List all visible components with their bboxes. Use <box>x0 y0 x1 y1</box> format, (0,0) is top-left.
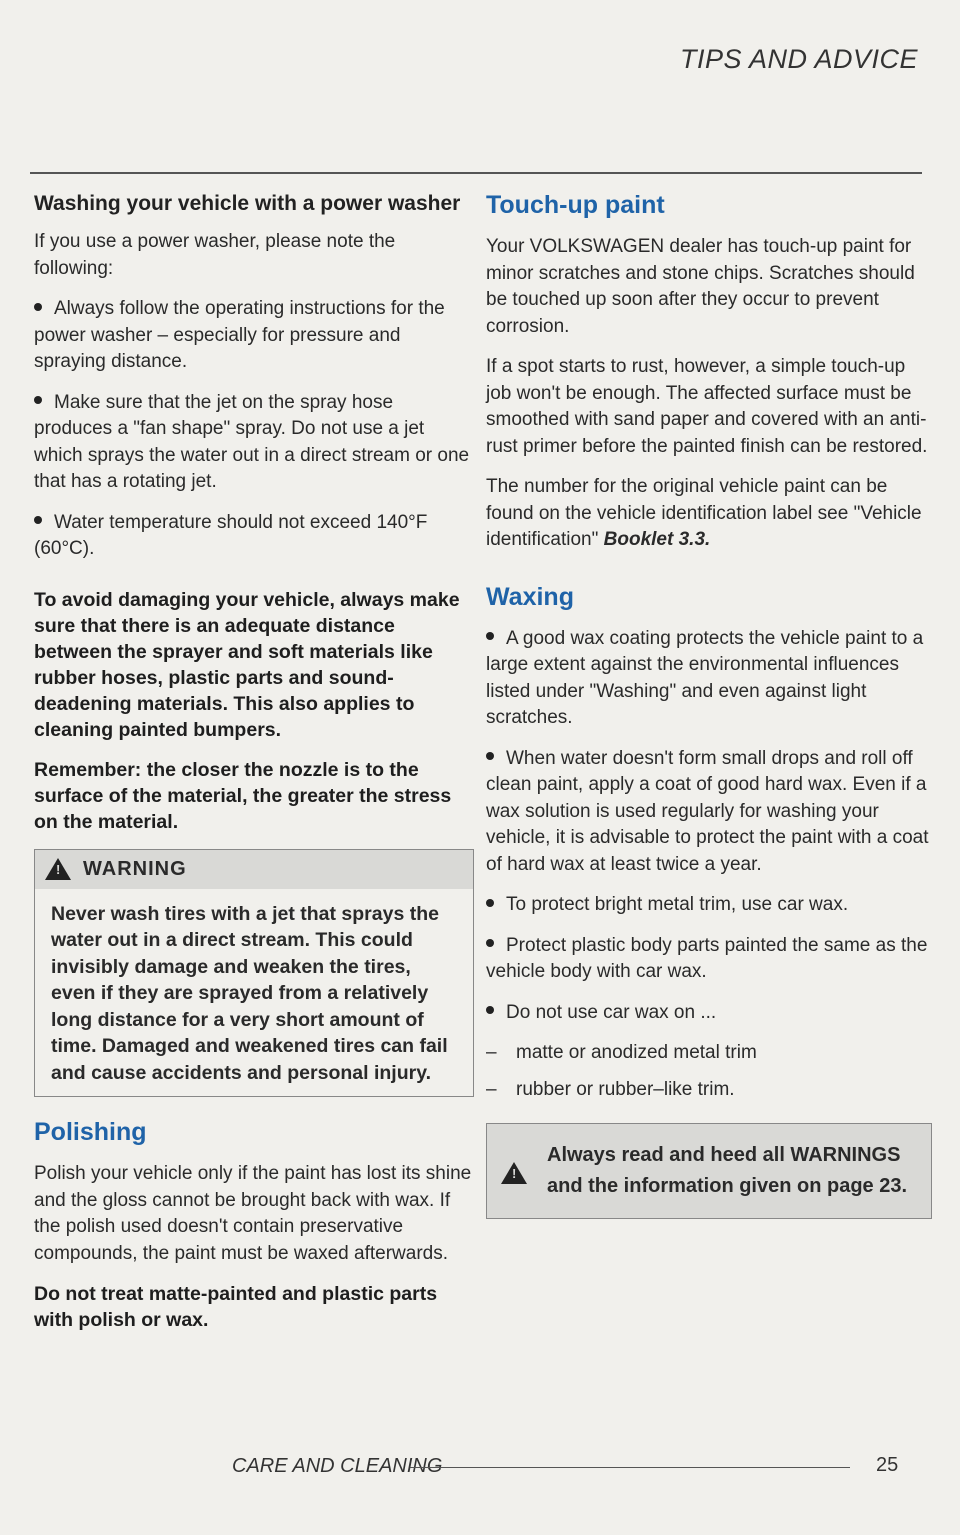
washing-bullet: Make sure that the jet on the spray hose produces a "fan shape" spray. Do not use a jet which sprays the water out in a direct stream or one that has a rotating jet. <box>34 391 470 492</box>
bullet-icon <box>486 752 494 760</box>
left-column <box>34 190 474 1347</box>
footer-section: CARE AND CLEANING <box>232 1455 443 1477</box>
waxing-bullet: Protect plastic body parts painted the same as the vehicle body with car wax. <box>486 934 928 982</box>
bullet-icon <box>34 396 42 404</box>
warning-box <box>34 849 474 1098</box>
polishing-heading: Polishing <box>34 1118 147 1146</box>
waxing-heading: Waxing <box>486 582 574 611</box>
waxing-bullet: When water doesn't form small drops and roll off clean paint, apply a coat of good hard wax. Even if a wax solution is used regularly for washing your vehicle, it is advisable to protect the paint with a coat of hard wax at least twice a year. <box>486 747 929 875</box>
bullet-icon <box>34 516 42 524</box>
polishing-notice: Do not treat matte-painted and plastic parts with polish or wax. <box>34 1283 438 1331</box>
page-number: 25 <box>876 1454 899 1476</box>
warning-triangle-icon <box>501 1162 527 1184</box>
bullet-icon <box>34 303 42 311</box>
warnings-note-text: Always read and heed all WARNINGS and the information given on page 23. <box>547 1144 908 1197</box>
bullet-icon <box>486 899 494 907</box>
bullet-icon <box>486 632 494 640</box>
footer-rule <box>410 1467 850 1468</box>
right-column <box>486 190 932 1219</box>
bullet-icon <box>486 1006 494 1014</box>
booklet-reference: Booklet 3.3. <box>603 529 711 550</box>
polishing-text: Polish your vehicle only if the paint has lost its shine and the gloss cannot be brought back with wax. If the polish used doesn't contain preservative compounds, the paint must be waxed afterwards. <box>34 1163 472 1264</box>
touchup-paragraph-3: The number for the original vehicle paint can be found on the vehicle identification label see "Vehicle identification" Booklet 3.3. <box>486 476 922 550</box>
touchup-paragraph-2: If a spot starts to rust, however, a simple touch-up job won't be enough. The affected surface must be smoothed with sand paper and covered with an anti-rust primer before the painted finish can be restored. <box>486 356 928 457</box>
warning-label: WARNING <box>83 857 187 880</box>
header-rule <box>30 172 922 174</box>
touchup-heading: Touch-up paint <box>486 191 665 219</box>
warning-text: Never wash tires with a jet that sprays the water out in a direct stream. This could invisibly damage and weaken the tires, even if they are sprayed from a relatively long distance for a very short amount of time. Damaged and weakened tires can fail and cause accidents and personal injury. <box>51 902 448 1084</box>
waxing-bullet: Do not use car wax on ... <box>486 1000 932 1027</box>
waxing-bullet: A good wax coating protects the vehicle paint to a large extent against the environmental influences listed under "Washing" and even against light scratches. <box>486 627 924 728</box>
bullet-icon <box>486 939 494 947</box>
warnings-note-box <box>486 1123 932 1219</box>
nozzle-notice: Remember: the closer the nozzle is to the surface of the material, the greater the stress on the material. <box>34 758 452 833</box>
washing-intro: If you use a power washer, please note the following: <box>34 231 396 279</box>
warning-header <box>35 850 473 889</box>
touchup-paragraph-1: Your VOLKSWAGEN dealer has touch-up paint for minor scratches and stone chips. Scratches should be touched up soon after they occur to prevent corrosion. <box>486 236 915 337</box>
running-header: TIPS AND ADVICE <box>679 44 918 74</box>
distance-notice: To avoid damaging your vehicle, always make sure that there is an adequate distance between the sprayer and soft materials like rubber hoses, plastic parts and sound-deadening materials. This also applies to cleaning painted bumpers. <box>34 588 460 741</box>
washing-bullet: Water temperature should not exceed 140°F (60°C). <box>34 511 428 559</box>
washing-bullet: Always follow the operating instructions for the power washer – especially for pressure and spraying distance. <box>34 298 445 372</box>
warning-triangle-icon <box>45 858 71 880</box>
waxing-dash-item: – matte or anodized metal trim <box>486 1042 757 1063</box>
waxing-bullet: To protect bright metal trim, use car wax. <box>486 892 932 919</box>
waxing-dash-item: – rubber or rubber–like trim. <box>486 1078 735 1100</box>
washing-heading: Washing your vehicle with a power washer <box>34 192 461 215</box>
